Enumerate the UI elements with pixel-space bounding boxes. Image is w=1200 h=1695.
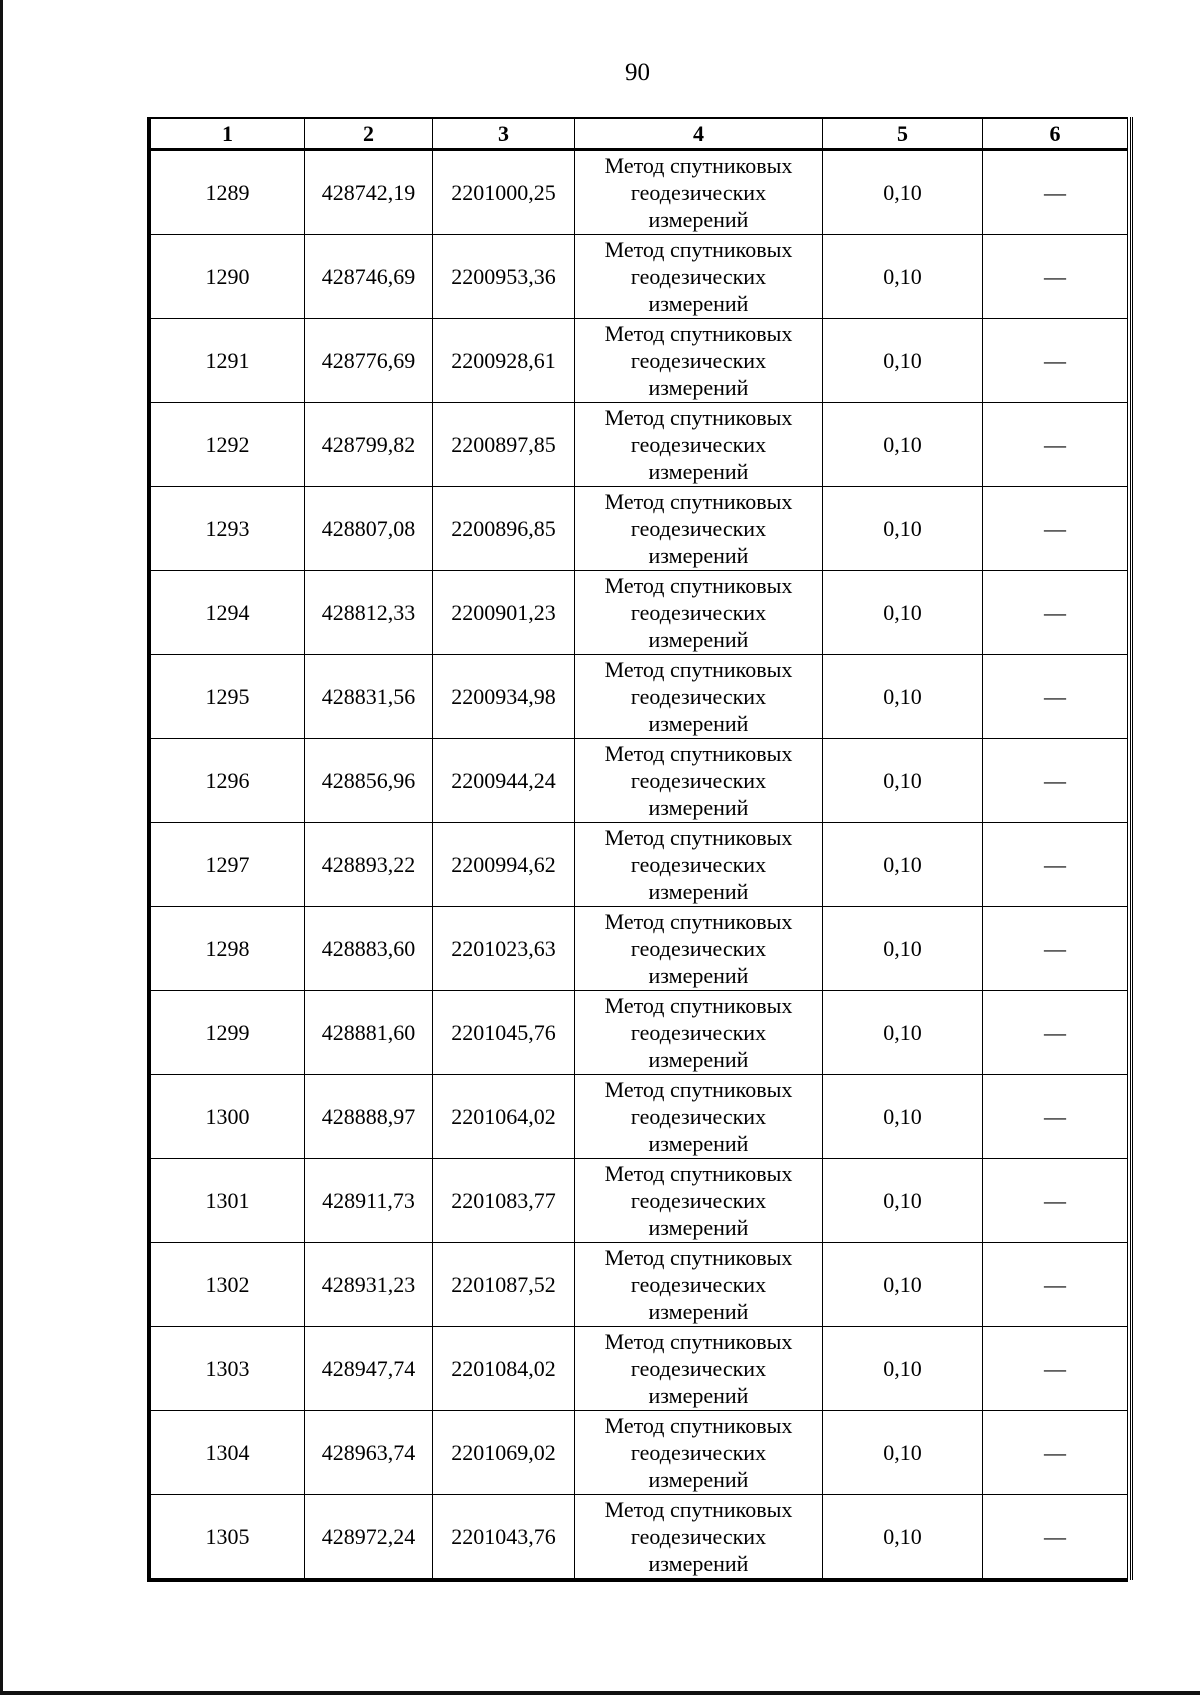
cell-coordinate-x: 428947,74 (305, 1327, 433, 1411)
method-line: измерений (648, 1131, 749, 1156)
table-header (151, 119, 1128, 150)
cell-coordinate-x: 428881,60 (305, 991, 433, 1075)
cell-point-number: 1295 (151, 655, 305, 739)
cell-coordinate-x: 428776,69 (305, 319, 433, 403)
method-line: геодезических (630, 684, 767, 709)
method-line: измерений (648, 207, 749, 232)
method-line: измерений (648, 627, 749, 652)
cell-note: — (983, 655, 1128, 739)
method-line: геодезических (630, 180, 767, 205)
method-line: геодезических (630, 1188, 767, 1213)
cell-point-number: 1296 (151, 739, 305, 823)
method-line: Метод спутниковых (604, 741, 793, 766)
cell-coordinate-y: 2201064,02 (433, 1075, 575, 1159)
header-row (151, 119, 1128, 150)
cell-accuracy: 0,10 (823, 1327, 983, 1411)
method-line: геодезических (630, 432, 767, 457)
cell-coordinate-x: 428963,74 (305, 1411, 433, 1495)
cell-method (575, 1327, 823, 1411)
cell-point-number: 1303 (151, 1327, 305, 1411)
cell-accuracy: 0,10 (823, 571, 983, 655)
cell-point-number: 1305 (151, 1495, 305, 1579)
method-line: измерений (648, 1467, 749, 1492)
cell-coordinate-x: 428893,22 (305, 823, 433, 907)
method-line: измерений (648, 543, 749, 568)
cell-coordinate-x: 428807,08 (305, 487, 433, 571)
cell-point-number: 1290 (151, 235, 305, 319)
method-line: Метод спутниковых (604, 825, 793, 850)
table-row (151, 1495, 1128, 1579)
cell-accuracy: 0,10 (823, 907, 983, 991)
method-line: геодезических (630, 1272, 767, 1297)
cell-coordinate-x: 428746,69 (305, 235, 433, 319)
cell-coordinate-x: 428972,24 (305, 1495, 433, 1579)
cell-accuracy: 0,10 (823, 235, 983, 319)
cell-method (575, 1075, 823, 1159)
cell-coordinate-y: 2201000,25 (433, 150, 575, 235)
cell-coordinate-y: 2200953,36 (433, 235, 575, 319)
cell-method (575, 487, 823, 571)
cell-coordinate-y: 2200934,98 (433, 655, 575, 739)
cell-method (575, 1411, 823, 1495)
method-line: Метод спутниковых (604, 1161, 793, 1186)
cell-note: — (983, 991, 1128, 1075)
method-line: измерений (648, 291, 749, 316)
cell-coordinate-x: 428911,73 (305, 1159, 433, 1243)
table-row (151, 319, 1128, 403)
method-line: Метод спутниковых (604, 1413, 793, 1438)
cell-point-number: 1297 (151, 823, 305, 907)
cell-note: — (983, 1411, 1128, 1495)
method-line: геодезических (630, 1020, 767, 1045)
cell-note: — (983, 571, 1128, 655)
cell-accuracy: 0,10 (823, 319, 983, 403)
cell-coordinate-x: 428883,60 (305, 907, 433, 991)
cell-point-number: 1299 (151, 991, 305, 1075)
cell-coordinate-y: 2200944,24 (433, 739, 575, 823)
cell-point-number: 1304 (151, 1411, 305, 1495)
cell-coordinate-y: 2200896,85 (433, 487, 575, 571)
table-row (151, 1159, 1128, 1243)
cell-point-number: 1301 (151, 1159, 305, 1243)
cell-method (575, 907, 823, 991)
cell-note: — (983, 319, 1128, 403)
cell-accuracy: 0,10 (823, 1075, 983, 1159)
method-line: геодезических (630, 1104, 767, 1129)
table-row (151, 739, 1128, 823)
cell-point-number: 1298 (151, 907, 305, 991)
table-row (151, 571, 1128, 655)
cell-point-number: 1292 (151, 403, 305, 487)
table-row (151, 150, 1128, 235)
cell-coordinate-y: 2201084,02 (433, 1327, 575, 1411)
scan-edge-left (0, 0, 3, 1695)
scan-edge-bottom (0, 1691, 1200, 1695)
cell-coordinate-x: 428742,19 (305, 150, 433, 235)
cell-accuracy: 0,10 (823, 150, 983, 235)
method-line: измерений (648, 1047, 749, 1072)
table-row (151, 1411, 1128, 1495)
cell-note: — (983, 150, 1128, 235)
table-row (151, 991, 1128, 1075)
method-line: измерений (648, 375, 749, 400)
method-line: измерений (648, 459, 749, 484)
method-line: Метод спутниковых (604, 153, 793, 178)
cell-note: — (983, 1327, 1128, 1411)
method-line: Метод спутниковых (604, 573, 793, 598)
cell-coordinate-x: 428799,82 (305, 403, 433, 487)
cell-coordinate-y: 2201083,77 (433, 1159, 575, 1243)
method-line: измерений (648, 1299, 749, 1324)
method-line: Метод спутниковых (604, 489, 793, 514)
table-row (151, 403, 1128, 487)
method-line: геодезических (630, 600, 767, 625)
cell-method (575, 1495, 823, 1579)
header-col-2: 2 (305, 119, 433, 150)
cell-point-number: 1294 (151, 571, 305, 655)
method-line: измерений (648, 795, 749, 820)
table-row (151, 655, 1128, 739)
method-line: измерений (648, 879, 749, 904)
header-col-4: 4 (575, 119, 823, 150)
method-line: Метод спутниковых (604, 993, 793, 1018)
cell-method (575, 235, 823, 319)
cell-coordinate-y: 2200897,85 (433, 403, 575, 487)
method-line: геодезических (630, 516, 767, 541)
cell-point-number: 1300 (151, 1075, 305, 1159)
cell-accuracy: 0,10 (823, 1411, 983, 1495)
method-line: геодезических (630, 1356, 767, 1381)
coordinates-table (150, 118, 1128, 1579)
cell-note: — (983, 1159, 1128, 1243)
cell-coordinate-x: 428931,23 (305, 1243, 433, 1327)
cell-coordinate-x: 428856,96 (305, 739, 433, 823)
method-line: измерений (648, 1383, 749, 1408)
cell-accuracy: 0,10 (823, 823, 983, 907)
cell-note: — (983, 739, 1128, 823)
header-col-3: 3 (433, 119, 575, 150)
cell-coordinate-y: 2201023,63 (433, 907, 575, 991)
cell-note: — (983, 823, 1128, 907)
method-line: геодезических (630, 1440, 767, 1465)
method-line: измерений (648, 1215, 749, 1240)
cell-accuracy: 0,10 (823, 1243, 983, 1327)
method-line: измерений (648, 963, 749, 988)
cell-coordinate-y: 2200901,23 (433, 571, 575, 655)
cell-method (575, 403, 823, 487)
cell-method (575, 319, 823, 403)
method-line: Метод спутниковых (604, 321, 793, 346)
method-line: Метод спутниковых (604, 909, 793, 934)
method-line: геодезических (630, 936, 767, 961)
method-line: геодезических (630, 768, 767, 793)
method-line: Метод спутниковых (604, 237, 793, 262)
table-row (151, 907, 1128, 991)
page-number: 90 (625, 59, 650, 86)
cell-method (575, 150, 823, 235)
cell-accuracy: 0,10 (823, 1159, 983, 1243)
cell-note: — (983, 235, 1128, 319)
method-line: Метод спутниковых (604, 405, 793, 430)
cell-accuracy: 0,10 (823, 991, 983, 1075)
method-line: геодезических (630, 348, 767, 373)
cell-note: — (983, 403, 1128, 487)
cell-coordinate-y: 2201087,52 (433, 1243, 575, 1327)
cell-point-number: 1293 (151, 487, 305, 571)
cell-point-number: 1291 (151, 319, 305, 403)
cell-method (575, 655, 823, 739)
table-row (151, 823, 1128, 907)
cell-coordinate-x: 428888,97 (305, 1075, 433, 1159)
method-line: геодезических (630, 1524, 767, 1549)
table-row (151, 1075, 1128, 1159)
table-row (151, 235, 1128, 319)
cell-coordinate-x: 428812,33 (305, 571, 433, 655)
cell-method (575, 823, 823, 907)
cell-accuracy: 0,10 (823, 487, 983, 571)
cell-coordinate-y: 2200928,61 (433, 319, 575, 403)
cell-accuracy: 0,10 (823, 655, 983, 739)
method-line: Метод спутниковых (604, 657, 793, 682)
method-line: Метод спутниковых (604, 1245, 793, 1270)
method-line: измерений (648, 711, 749, 736)
cell-point-number: 1289 (151, 150, 305, 235)
cell-coordinate-y: 2201045,76 (433, 991, 575, 1075)
method-line: измерений (648, 1551, 749, 1576)
table-body (151, 150, 1128, 1579)
method-line: Метод спутниковых (604, 1329, 793, 1354)
cell-accuracy: 0,10 (823, 403, 983, 487)
method-line: геодезических (630, 264, 767, 289)
cell-note: — (983, 1075, 1128, 1159)
cell-coordinate-y: 2201069,02 (433, 1411, 575, 1495)
method-line: Метод спутниковых (604, 1497, 793, 1522)
header-col-5: 5 (823, 119, 983, 150)
method-line: геодезических (630, 852, 767, 877)
header-col-6: 6 (983, 119, 1128, 150)
cell-method (575, 571, 823, 655)
cell-note: — (983, 487, 1128, 571)
header-col-1: 1 (151, 119, 305, 150)
cell-accuracy: 0,10 (823, 739, 983, 823)
cell-note: — (983, 1495, 1128, 1579)
cell-note: — (983, 907, 1128, 991)
table-row (151, 487, 1128, 571)
cell-method (575, 1243, 823, 1327)
cell-coordinate-y: 2201043,76 (433, 1495, 575, 1579)
table-row (151, 1243, 1128, 1327)
cell-method (575, 1159, 823, 1243)
cell-note: — (983, 1243, 1128, 1327)
cell-method (575, 739, 823, 823)
cell-accuracy: 0,10 (823, 1495, 983, 1579)
cell-coordinate-x: 428831,56 (305, 655, 433, 739)
cell-method (575, 991, 823, 1075)
cell-coordinate-y: 2200994,62 (433, 823, 575, 907)
cell-point-number: 1302 (151, 1243, 305, 1327)
method-line: Метод спутниковых (604, 1077, 793, 1102)
coordinates-table-frame (147, 117, 1128, 1582)
table-row (151, 1327, 1128, 1411)
